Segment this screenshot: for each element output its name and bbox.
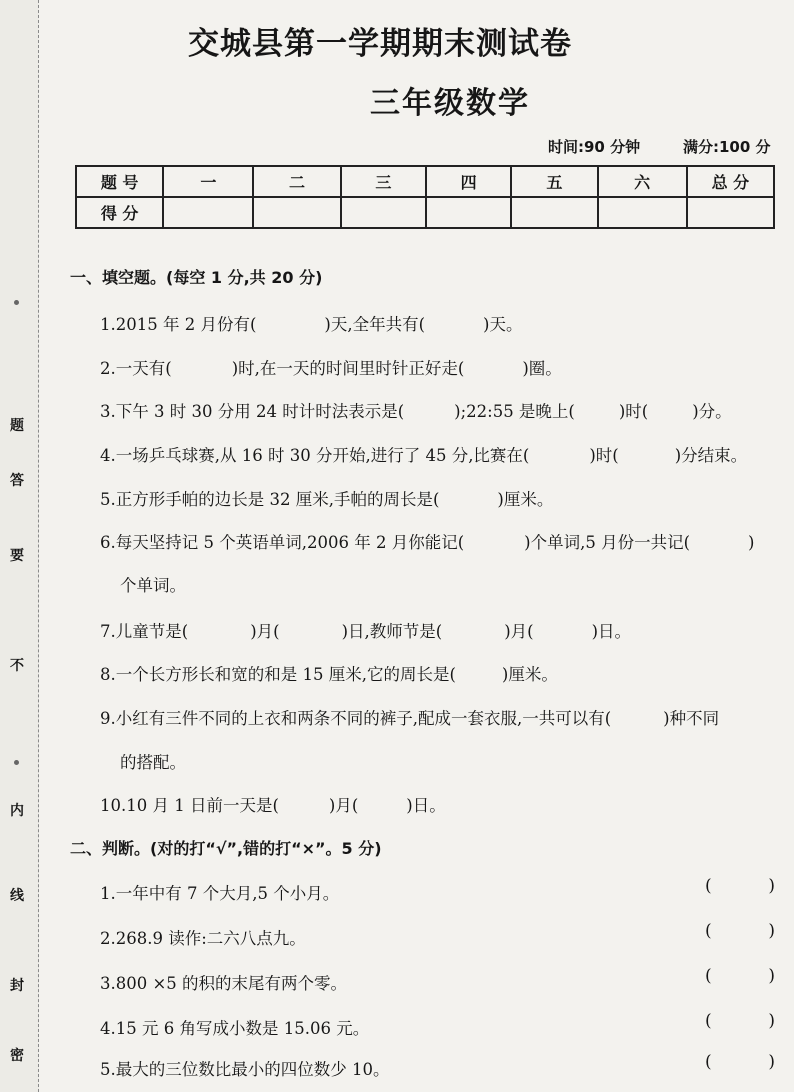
paren-close: )	[768, 1011, 775, 1031]
question-text: )月(	[504, 622, 534, 641]
question-text: )天。	[483, 315, 523, 334]
exam-title: 交城县第一学期期末测试卷	[188, 26, 572, 62]
question-text: )日。	[406, 796, 446, 815]
question-text: )个单词,5 月份一共记(	[524, 533, 691, 552]
question-1-10	[100, 792, 446, 816]
question-text: 10.10 月 1 日前一天是(	[100, 796, 279, 815]
binding-hole	[14, 760, 19, 765]
question-text: )圈。	[522, 359, 562, 378]
question-text: )时,在一天的时间里时针正好走(	[231, 359, 465, 378]
judge-answer-box[interactable]	[705, 966, 775, 986]
binding-char: 不	[10, 658, 24, 674]
score-header-cell: 三	[341, 166, 426, 197]
paren-open: (	[705, 876, 712, 896]
question-text: )	[748, 533, 755, 552]
section2-heading: 二、判断。(对的打“√”,错的打“×”。5 分)	[70, 839, 382, 858]
paren-close: )	[768, 966, 775, 986]
question-text: );22:55 是晚上(	[454, 402, 575, 421]
paren-open: (	[705, 1052, 712, 1072]
score-header-cell: 五	[511, 166, 597, 197]
score-table-header-row	[76, 166, 774, 197]
binding-char: 要	[10, 548, 24, 564]
question-text: )月(	[328, 796, 359, 815]
question-1-8	[100, 661, 558, 685]
question-1-7	[100, 618, 631, 642]
question-1-2	[100, 355, 562, 379]
judge-answer-box[interactable]	[705, 1052, 775, 1072]
question-1-5	[100, 486, 553, 510]
question-text: )日。	[591, 622, 631, 641]
paren-open: (	[705, 921, 712, 941]
judge-question-2: 2.268.9 读作:二六八点九。	[100, 929, 306, 948]
question-text: 5.正方形手帕的边长是 32 厘米,手帕的周长是(	[100, 490, 440, 509]
question-text: 8.一个长方形长和宽的和是 15 厘米,它的周长是(	[100, 665, 456, 684]
question-1-4	[100, 442, 747, 466]
score-header-cell: 题 号	[76, 166, 163, 197]
score-cell[interactable]	[253, 197, 340, 228]
question-text: )日,教师节是(	[341, 622, 443, 641]
binding-hole	[14, 300, 19, 305]
binding-strip	[0, 0, 39, 1092]
score-cell[interactable]	[341, 197, 426, 228]
question-text: )厘米。	[501, 665, 558, 684]
question-1-6	[100, 529, 754, 553]
score-header-cell: 二	[253, 166, 340, 197]
question-text: 4.一场乒乓球赛,从 16 时 30 分开始,进行了 45 分,比赛在(	[100, 446, 530, 465]
question-1-6-cont: 个单词。	[120, 576, 186, 595]
question-text: 1.2015 年 2 月份有(	[100, 315, 257, 334]
question-1-9-cont: 的搭配。	[120, 753, 186, 772]
score-cell[interactable]	[426, 197, 511, 228]
section1-heading: 一、填空题。(每空 1 分,共 20 分)	[70, 268, 323, 287]
question-text: )时(	[618, 402, 649, 421]
exam-subtitle: 三年级数学	[370, 86, 530, 121]
score-header-cell: 四	[426, 166, 511, 197]
paren-open: (	[705, 1011, 712, 1031]
question-text: )分。	[692, 402, 732, 421]
binding-char: 线	[10, 888, 24, 904]
binding-char: 封	[10, 978, 24, 994]
paren-open: (	[705, 966, 712, 986]
judge-question-5: 5.最大的三位数比最小的四位数少 10。	[100, 1060, 390, 1079]
judge-answer-box[interactable]	[705, 1011, 775, 1031]
question-text: 9.小红有三件不同的上衣和两条不同的裤子,配成一套衣服,一共可以有(	[100, 709, 612, 728]
score-header-cell: 总 分	[687, 166, 774, 197]
question-text: 3.下午 3 时 30 分用 24 时计时法表示是(	[100, 402, 405, 421]
score-header-cell: 一	[163, 166, 253, 197]
binding-char: 题	[10, 418, 24, 434]
binding-char: 内	[10, 803, 24, 819]
question-text: )种不同	[663, 709, 720, 728]
score-table	[75, 165, 775, 229]
score-cell[interactable]	[598, 197, 687, 228]
judge-question-4: 4.15 元 6 角写成小数是 15.06 元。	[100, 1019, 370, 1038]
score-cell[interactable]	[511, 197, 597, 228]
question-text: )时(	[589, 446, 619, 465]
paren-close: )	[768, 876, 775, 896]
judge-question-1: 1.一年中有 7 个大月,5 个小月。	[100, 884, 340, 903]
binding-char: 密	[10, 1048, 24, 1064]
score-cell[interactable]	[687, 197, 774, 228]
score-cell[interactable]	[163, 197, 253, 228]
paren-close: )	[768, 1052, 775, 1072]
question-1-3	[100, 398, 732, 422]
exam-time: 时间:90 分钟	[548, 138, 641, 156]
judge-question-3: 3.800 ×5 的积的末尾有两个零。	[100, 974, 348, 993]
question-text: )厘米。	[497, 490, 554, 509]
score-table-score-row	[76, 197, 774, 228]
question-text: 7.儿童节是(	[100, 622, 189, 641]
question-text: 6.每天坚持记 5 个英语单词,2006 年 2 月你能记(	[100, 533, 465, 552]
question-text: 2.一天有(	[100, 359, 172, 378]
question-1-9	[100, 705, 719, 729]
question-text: )天,全年共有(	[324, 315, 426, 334]
binding-char: 答	[10, 473, 24, 489]
question-text: )月(	[250, 622, 280, 641]
question-text: )分结束。	[674, 446, 748, 465]
judge-answer-box[interactable]	[705, 921, 775, 941]
judge-answer-box[interactable]	[705, 876, 775, 896]
exam-full-score: 满分:100 分	[683, 138, 771, 156]
score-header-cell: 六	[598, 166, 687, 197]
score-row-label: 得 分	[76, 197, 163, 228]
question-1-1	[100, 311, 522, 335]
paren-close: )	[768, 921, 775, 941]
